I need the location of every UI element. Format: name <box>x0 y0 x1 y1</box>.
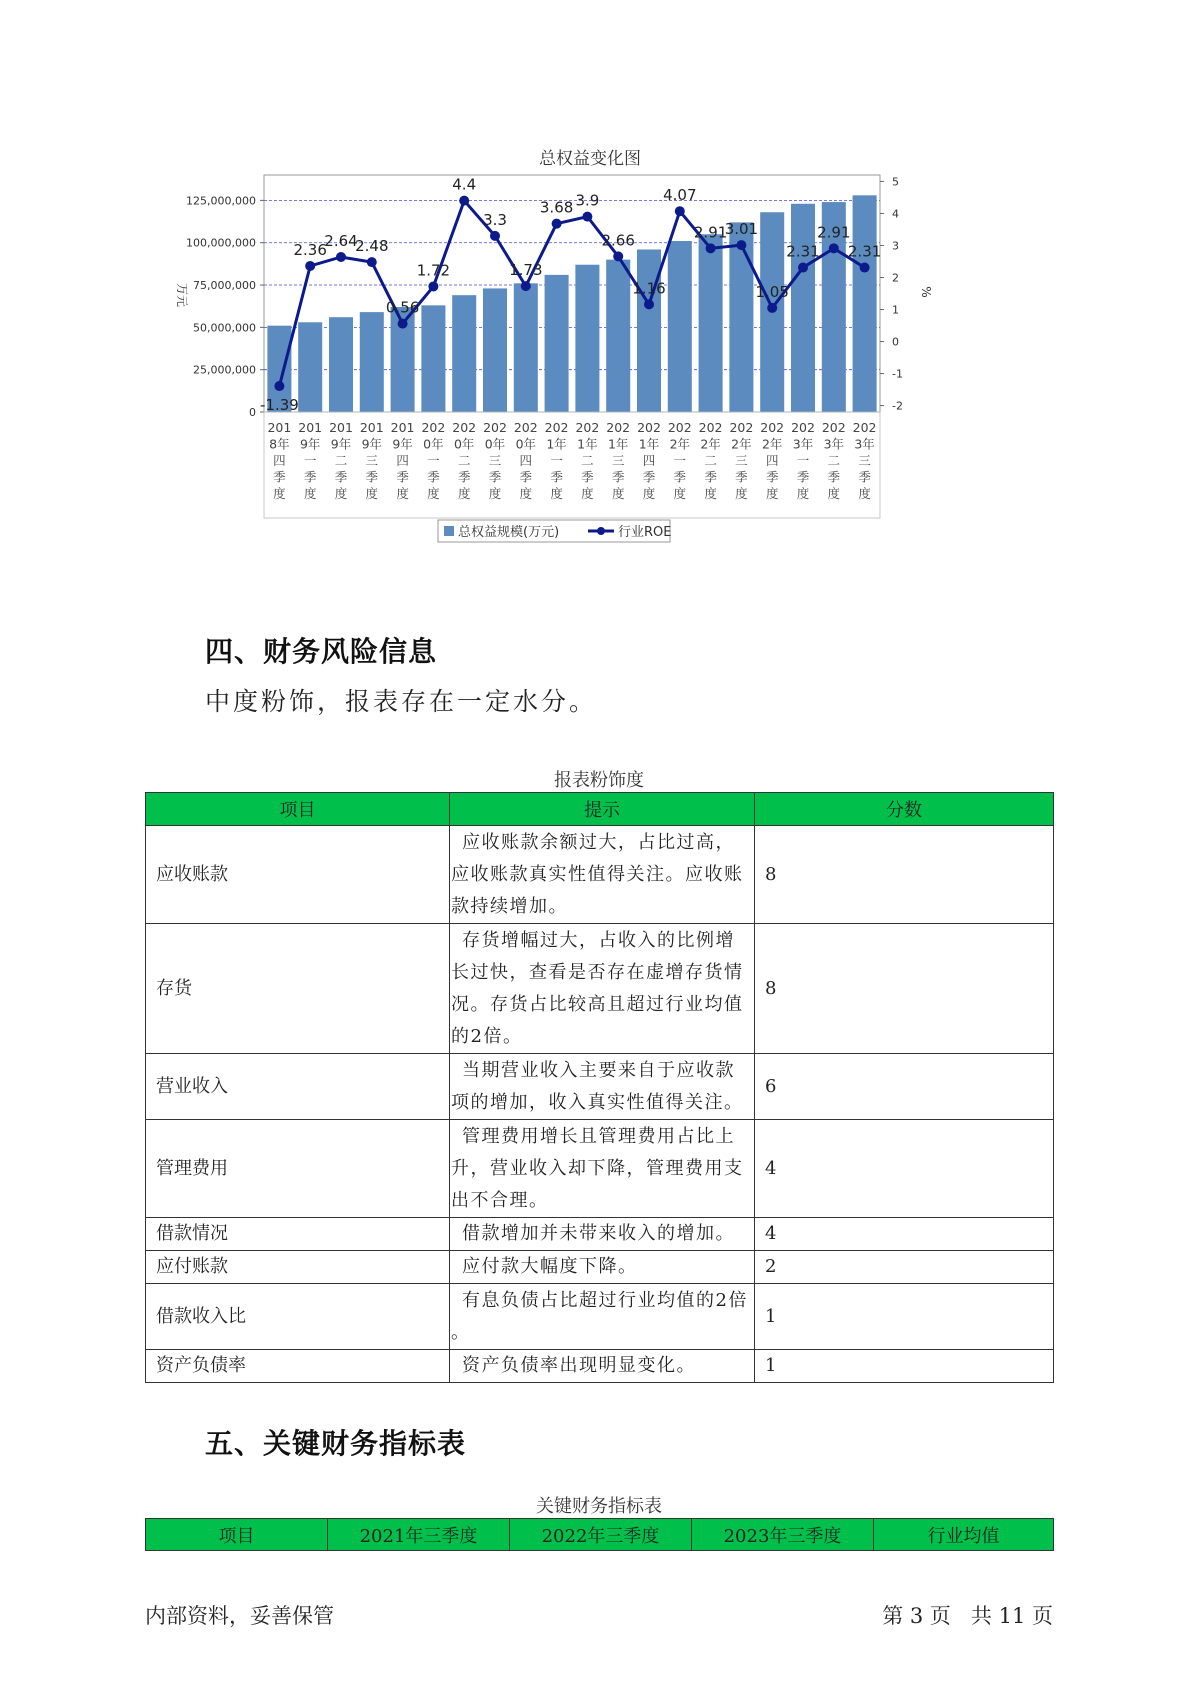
roe-point <box>336 252 346 262</box>
x-tick-label: 3年 <box>854 436 875 452</box>
bar <box>637 249 661 412</box>
indicator-header-2023q3: 2023年三季度 <box>692 1519 874 1551</box>
bar <box>853 195 877 412</box>
roe-point <box>582 212 592 222</box>
x-tick-label: 9年 <box>330 436 352 452</box>
roe-point <box>706 243 716 253</box>
bar <box>606 260 630 412</box>
roe-data-label: 2.48 <box>355 237 389 256</box>
y-right-tick-label: 0 <box>892 335 899 349</box>
x-tick-label: 8年 <box>269 436 290 452</box>
risk-item: 应付账款 <box>146 1251 450 1284</box>
legend-line-marker <box>597 527 605 535</box>
x-tick-label: 202 <box>852 420 877 435</box>
bar <box>791 204 815 412</box>
risk-item: 应收账款 <box>146 826 450 924</box>
risk-hint-line: 项的增加，收入真实性值得关注。 <box>451 1091 744 1113</box>
roe-data-label: 1.72 <box>416 261 451 280</box>
x-tick-label: 季 <box>796 469 810 485</box>
risk-hint <box>450 826 755 924</box>
roe-point <box>490 231 500 241</box>
y-left-tick-label: 0 <box>249 406 256 419</box>
table-row <box>146 1350 1054 1383</box>
roe-data-label: 2.31 <box>786 242 820 261</box>
x-tick-label: 二 <box>827 453 841 468</box>
x-tick-label: 季 <box>550 469 563 485</box>
roe-data-label: 2.66 <box>601 231 635 250</box>
y-right-tick-label: 4 <box>892 207 899 221</box>
x-tick-label: 度 <box>303 486 317 501</box>
risk-hint-line: 管理费用增长且管理费用占比上 <box>462 1125 735 1147</box>
y-right-tick-label: 3 <box>892 239 899 253</box>
risk-item: 存货 <box>146 924 450 1054</box>
table-row <box>146 924 1054 1054</box>
bar <box>421 305 445 412</box>
x-tick-label: 度 <box>735 486 748 501</box>
section5-heading: 五、关键财务指标表 <box>205 1427 467 1460</box>
x-tick-label: 一 <box>673 453 687 468</box>
bar <box>298 322 322 412</box>
x-tick-label: 二 <box>704 453 717 468</box>
roe-point <box>767 303 777 313</box>
roe-data-label: 1.73 <box>509 261 543 280</box>
x-tick-label: 202 <box>483 420 507 435</box>
x-tick-label: 季 <box>365 469 379 485</box>
x-tick-label: 202 <box>760 420 785 435</box>
x-tick-label: 季 <box>396 469 409 485</box>
x-tick-label: 度 <box>550 486 563 501</box>
x-tick-label: 202 <box>698 420 723 435</box>
bar <box>729 222 753 412</box>
x-tick-label: 1年 <box>638 436 660 452</box>
y-left-tick-label: 75,000,000 <box>193 279 256 293</box>
y-left-tick-label: 125,000,000 <box>186 194 256 208</box>
x-tick-label: 2年 <box>669 436 691 452</box>
roe-data-label: 2.36 <box>293 240 327 259</box>
risk-hint <box>450 1284 755 1350</box>
legend-bar-swatch <box>444 526 454 536</box>
risk-score: 4 <box>755 1218 1054 1251</box>
risk-hint-line: 。 <box>451 1321 471 1343</box>
roe-point <box>675 206 685 216</box>
header-hint: 提示 <box>450 793 755 826</box>
x-tick-label: 1年 <box>607 436 629 452</box>
x-tick-label: 度 <box>642 486 656 501</box>
roe-point <box>305 261 315 271</box>
bar <box>668 241 692 412</box>
x-tick-label: 季 <box>858 469 871 485</box>
x-tick-label: 201 <box>359 420 384 435</box>
roe-data-label: 3.3 <box>483 210 507 229</box>
x-tick-label: 202 <box>821 420 846 435</box>
x-tick-label: 三 <box>858 453 871 468</box>
y-left-tick-label: 50,000,000 <box>193 321 256 335</box>
roe-point <box>644 299 654 309</box>
indicator-header-2022q3: 2022年三季度 <box>510 1519 692 1551</box>
risk-hint-line: 款持续增加。 <box>451 895 568 917</box>
x-tick-label: 季 <box>303 469 317 485</box>
risk-table <box>145 792 1054 1383</box>
x-tick-label: 2年 <box>731 436 752 452</box>
chart-svg <box>150 140 1030 600</box>
roe-point <box>798 263 808 273</box>
chart-title: 总权益变化图 <box>539 149 641 169</box>
risk-hint <box>450 1120 755 1218</box>
x-tick-label: 三 <box>735 453 748 468</box>
y-left-tick-label: 25,000,000 <box>193 363 256 377</box>
x-tick-label: 202 <box>729 420 754 435</box>
x-tick-label: 季 <box>427 469 440 485</box>
y-right-tick-label: 1 <box>892 303 899 317</box>
x-tick-label: 季 <box>273 469 286 485</box>
y-right-tick-label: 5 <box>892 175 899 189</box>
indicator-header-2021q3: 2021年三季度 <box>328 1519 510 1551</box>
indicator-table-caption: 关键财务指标表 <box>536 1496 662 1517</box>
risk-score: 8 <box>755 826 1054 924</box>
roe-data-label: 2.31 <box>847 242 882 261</box>
risk-hint-line: 借款增加并未带来收入的增加。 <box>462 1223 735 1244</box>
x-tick-label: 度 <box>611 486 625 501</box>
risk-score: 4 <box>755 1120 1054 1218</box>
indicator-header-industry-avg: 行业均值 <box>874 1519 1054 1551</box>
x-tick-label: 一 <box>427 453 440 468</box>
x-tick-label: 一 <box>550 453 563 468</box>
roe-data-label: 1.16 <box>632 279 666 298</box>
x-tick-label: 3年 <box>792 436 814 452</box>
x-tick-label: 202 <box>667 420 692 435</box>
x-tick-label: 季 <box>735 469 748 485</box>
risk-hint-line: 况。存货占比较高且超过行业均值 <box>451 993 744 1015</box>
roe-point <box>274 381 284 391</box>
risk-table-header <box>146 793 1054 826</box>
x-tick-label: 9年 <box>299 436 321 452</box>
x-tick-label: 0年 <box>453 436 475 452</box>
roe-point <box>613 251 623 261</box>
x-tick-label: 度 <box>858 486 871 501</box>
x-tick-label: 1年 <box>546 436 567 452</box>
bar <box>514 283 538 412</box>
equity-chart <box>150 140 1030 600</box>
risk-score: 2 <box>755 1251 1054 1284</box>
roe-point <box>398 319 408 329</box>
x-tick-label: 季 <box>334 469 348 485</box>
risk-score: 6 <box>755 1054 1054 1120</box>
y-left-tick-label: 100,000,000 <box>186 236 256 250</box>
x-tick-label: 度 <box>427 486 440 501</box>
risk-hint-line: 应收账款真实性值得关注。应收账 <box>451 863 744 885</box>
table-row <box>146 1284 1054 1350</box>
risk-item: 管理费用 <box>146 1120 450 1218</box>
x-tick-label: 季 <box>673 469 687 485</box>
x-tick-label: 三 <box>488 453 502 468</box>
x-tick-label: 四 <box>396 453 409 468</box>
roe-data-label: 3.01 <box>724 220 759 239</box>
table-row <box>146 1218 1054 1251</box>
x-tick-label: 度 <box>704 486 717 501</box>
legend-bar-label: 总权益规模(万元) <box>458 525 560 540</box>
x-tick-label: 202 <box>637 420 661 435</box>
x-tick-label: 二 <box>334 453 348 468</box>
x-tick-label: 一 <box>796 453 810 468</box>
bar <box>575 265 599 412</box>
x-tick-label: 202 <box>606 420 631 435</box>
risk-hint <box>450 1218 755 1251</box>
risk-item: 营业收入 <box>146 1054 450 1120</box>
header-item: 项目 <box>146 793 450 826</box>
x-tick-label: 度 <box>488 486 502 501</box>
risk-score: 1 <box>755 1350 1054 1383</box>
risk-hint-line: 资产负债率出现明显变化。 <box>462 1355 696 1376</box>
x-tick-label: 202 <box>513 420 538 435</box>
x-tick-label: 度 <box>396 486 409 501</box>
x-tick-label: 2年 <box>761 436 783 452</box>
x-tick-label: 度 <box>581 486 594 501</box>
risk-hint-line: 出不合理。 <box>451 1189 549 1211</box>
risk-hint <box>450 924 755 1054</box>
risk-table-body <box>146 826 1054 1383</box>
risk-hint <box>450 1251 755 1284</box>
x-tick-label: 9年 <box>361 436 383 452</box>
bar <box>360 312 384 412</box>
x-tick-label: 202 <box>575 420 600 435</box>
x-tick-label: 201 <box>390 420 415 435</box>
table-row <box>146 1054 1054 1120</box>
risk-hint-line: 的2倍。 <box>451 1025 523 1047</box>
roe-data-label: 2.91 <box>817 223 851 242</box>
risk-score: 1 <box>755 1284 1054 1350</box>
bar <box>483 288 507 412</box>
table-row <box>146 1251 1054 1284</box>
x-tick-label: 季 <box>611 469 625 485</box>
section4-paragraph: 中度粉饰，报表存在一定水分。 <box>205 687 598 716</box>
bar <box>545 275 569 412</box>
y-right-axis-label: % <box>919 286 933 298</box>
roe-data-label: 1.05 <box>755 282 789 301</box>
risk-hint-line: 存货增幅过大，占收入的比例增 <box>462 929 735 951</box>
roe-point <box>459 196 469 206</box>
x-tick-label: 0年 <box>423 436 444 452</box>
roe-point <box>736 240 746 250</box>
x-tick-label: 季 <box>488 469 502 485</box>
table-row <box>146 826 1054 924</box>
x-tick-label: 度 <box>365 486 379 501</box>
x-tick-label: 201 <box>298 420 323 435</box>
x-tick-label: 二 <box>457 453 471 468</box>
x-tick-label: 202 <box>791 420 815 435</box>
risk-item: 借款情况 <box>146 1218 450 1251</box>
y-right-tick-label: -1 <box>892 367 903 381</box>
roe-point <box>860 263 870 273</box>
x-tick-label: 季 <box>457 469 471 485</box>
x-tick-label: 度 <box>334 486 348 501</box>
roe-point <box>552 219 562 229</box>
roe-data-label: 2.91 <box>693 223 728 242</box>
x-tick-label: 201 <box>267 420 292 435</box>
y-right-tick-label: -2 <box>892 399 903 413</box>
x-tick-label: 四 <box>273 453 286 468</box>
x-tick-label: 2年 <box>700 436 721 452</box>
risk-hint-line: 有息负债占比超过行业均值的2倍 <box>462 1289 748 1311</box>
x-tick-label: 一 <box>303 453 317 468</box>
x-tick-label: 度 <box>519 486 533 501</box>
roe-data-label: 3.68 <box>539 198 574 217</box>
x-tick-label: 202 <box>421 420 446 435</box>
y-left-axis-label: 万元 <box>175 282 189 308</box>
roe-point <box>521 281 531 291</box>
bar <box>452 295 476 412</box>
x-tick-label: 四 <box>642 453 656 468</box>
roe-data-label: 4.4 <box>452 175 477 194</box>
x-tick-label: 201 <box>329 420 353 435</box>
risk-item: 资产负债率 <box>146 1350 450 1383</box>
x-tick-label: 3年 <box>823 436 845 452</box>
risk-hint-line: 当期营业收入主要来自于应收款 <box>462 1059 735 1081</box>
risk-hint-line: 长过快，查看是否存在虚增存货情 <box>451 961 744 983</box>
x-tick-label: 0年 <box>515 436 537 452</box>
x-tick-label: 度 <box>673 486 687 501</box>
section4-heading: 四、财务风险信息 <box>205 635 438 668</box>
x-tick-label: 四 <box>765 453 779 468</box>
indicator-table-header <box>146 1519 1054 1551</box>
roe-data-label: 4.07 <box>663 186 697 205</box>
x-tick-label: 度 <box>765 486 779 501</box>
x-tick-label: 三 <box>611 453 625 468</box>
x-tick-label: 202 <box>452 420 477 435</box>
roe-data-label: 2.64 <box>324 231 358 250</box>
x-tick-label: 度 <box>273 486 286 501</box>
x-tick-label: 季 <box>704 469 717 485</box>
table-row <box>146 1120 1054 1218</box>
indicator-header-item: 项目 <box>146 1519 328 1551</box>
indicator-table <box>145 1518 1054 1551</box>
footer-confidential: 内部资料，妥善保管 <box>145 1604 334 1628</box>
footer-page-number: 第 3 页 共 11 页 <box>882 1604 1053 1628</box>
x-tick-label: 四 <box>519 453 533 468</box>
bar <box>699 234 723 412</box>
x-axis-box <box>264 412 880 518</box>
y-right-tick-label: 2 <box>892 271 899 285</box>
x-tick-label: 9年 <box>392 436 413 452</box>
x-tick-label: 季 <box>765 469 779 485</box>
roe-point <box>428 281 438 291</box>
x-tick-label: 二 <box>581 453 594 468</box>
risk-hint-line: 应收账款余额过大，占比过高， <box>462 831 735 853</box>
x-tick-label: 度 <box>796 486 810 501</box>
roe-point <box>829 243 839 253</box>
roe-data-label: 3.9 <box>575 191 600 210</box>
x-tick-label: 202 <box>544 420 569 435</box>
risk-hint-line: 升，营业收入却下降，管理费用支 <box>451 1157 744 1179</box>
bar <box>329 317 353 412</box>
roe-point <box>367 257 377 267</box>
roe-data-label: 0.56 <box>385 298 420 317</box>
risk-hint-line: 应付款大幅度下降。 <box>462 1256 638 1277</box>
x-tick-label: 度 <box>457 486 471 501</box>
x-tick-label: 1年 <box>577 436 598 452</box>
x-tick-label: 0年 <box>484 436 506 452</box>
x-tick-label: 季 <box>642 469 656 485</box>
risk-hint <box>450 1350 755 1383</box>
header-score: 分数 <box>755 793 1054 826</box>
risk-item: 借款收入比 <box>146 1284 450 1350</box>
legend-line-label: 行业ROE <box>618 525 672 540</box>
x-tick-label: 季 <box>581 469 594 485</box>
risk-table-caption: 报表粉饰度 <box>554 770 644 791</box>
risk-score: 8 <box>755 924 1054 1054</box>
x-tick-label: 度 <box>827 486 841 501</box>
x-tick-label: 季 <box>827 469 841 485</box>
x-tick-label: 季 <box>519 469 533 485</box>
x-tick-label: 三 <box>365 453 379 468</box>
risk-hint <box>450 1054 755 1120</box>
roe-data-label: -1.39 <box>259 396 299 415</box>
